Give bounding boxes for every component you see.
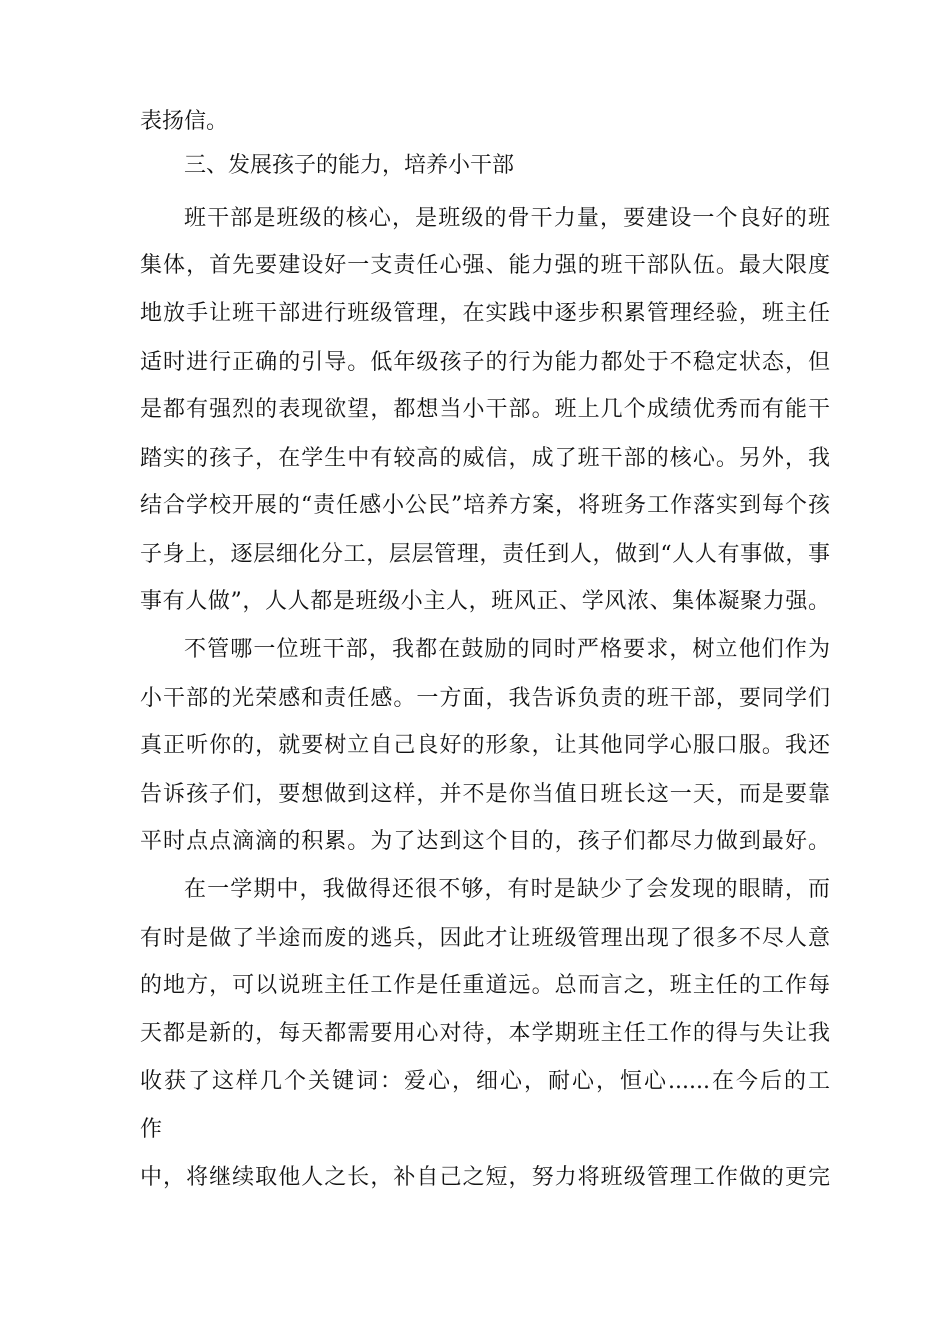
text-line: 的地方，可以说班主任工作是任重道远。总而言之，班主任的工作每 <box>140 973 830 998</box>
section-heading: 三、发展孩子的能力，培养小干部 <box>184 153 515 178</box>
text-line: 在一学期中，我做得还很不够，有时是缺少了会发现的眼睛，而 <box>184 877 830 902</box>
text-line: 事有人做”，人人都是班级小主人，班风正、学风浓、集体凝聚力强。 <box>140 589 830 614</box>
text-line: 适时进行正确的引导。低年级孩子的行为能力都处于不稳定状态，但 <box>140 350 830 375</box>
text-line: 结合学校开展的“责任感小公民”培养方案，将班务工作落实到每个孩 <box>140 493 830 518</box>
text-line: 不管哪一位班干部，我都在鼓励的同时严格要求，树立他们作为 <box>184 637 830 662</box>
text-line: 平时点点滴滴的积累。为了达到这个目的，孩子们都尽力做到最好。 <box>140 829 830 854</box>
text-line: 有时是做了半途而废的逃兵，因此才让班级管理出现了很多不尽人意 <box>140 926 830 951</box>
text-line: 子身上，逐层细化分工，层层管理，责任到人，做到“人人有事做，事 <box>140 542 830 567</box>
text-line: 收获了这样几个关键词：爱心，细心，耐心，恒心......在今后的工 <box>140 1069 830 1094</box>
text-line: 天都是新的，每天都需要用心对待，本学期班主任工作的得与失让我 <box>140 1021 830 1046</box>
text-line: 作 <box>140 1117 163 1142</box>
text-line: 小干部的光荣感和责任感。一方面，我告诉负责的班干部，要同学们 <box>140 686 830 711</box>
text-line: 集体，首先要建设好一支责任心强、能力强的班干部队伍。最大限度 <box>140 253 830 278</box>
text-line: 真正听你的，就要树立自己良好的形象，让其他同学心服口服。我还 <box>140 733 830 758</box>
text-line: 是都有强烈的表现欲望，都想当小干部。班上几个成绩优秀而有能干 <box>140 397 830 422</box>
text-line: 班干部是班级的核心，是班级的骨干力量，要建设一个良好的班 <box>184 206 830 231</box>
text-line: 中，将继续取他人之长，补自己之短，努力将班级管理工作做的更完 <box>140 1165 830 1190</box>
text-line: 告诉孩子们，要想做到这样，并不是你当值日班长这一天，而是要靠 <box>140 782 830 807</box>
text-line: 表扬信。 <box>140 109 229 134</box>
text-line: 地放手让班干部进行班级管理，在实践中逐步积累管理经验，班主任 <box>140 301 830 326</box>
text-line: 踏实的孩子，在学生中有较高的威信，成了班干部的核心。另外，我 <box>140 446 830 471</box>
